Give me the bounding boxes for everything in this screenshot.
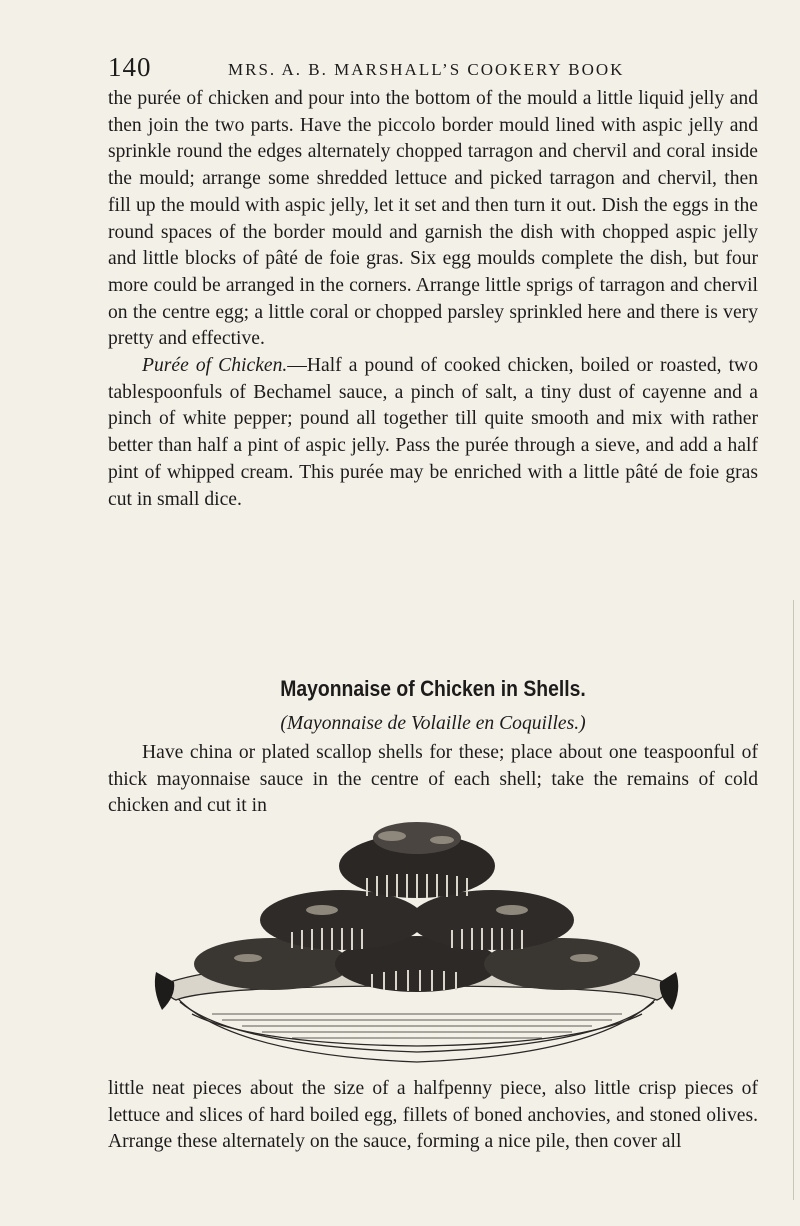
shell-row-bottom xyxy=(194,936,640,992)
left-handle xyxy=(155,972,174,1010)
puree-paragraph xyxy=(108,353,758,513)
puree-title: Purée of Chicken. xyxy=(142,355,288,377)
recipe-paragraph-1-block xyxy=(108,740,758,820)
running-title: MRS. A. B. MARSHALL’S COOKERY BOOK xyxy=(228,60,625,79)
recipe-paragraph-2: little neat pieces about the size of a halfpenny piece, also little crisp pieces of lettuce and slices of hard boiled egg, fillets of boned anchovies, and stoned olives. Arrange these alternately on the sauce, forming a nice pile, then cover all xyxy=(108,1078,758,1153)
recipe-subtitle: (Mayonnaise de Volaille en Coquilles.) xyxy=(280,713,586,734)
recipe-heading: Mayonnaise of Chicken in Shells. xyxy=(280,676,586,701)
continuation-paragraph-block xyxy=(108,86,758,513)
page-number: 140 xyxy=(108,52,152,82)
running-head xyxy=(108,52,768,86)
puree-text: —Half a pound of cooked chicken, boiled or roasted, two tablespoonfuls of Bechamel sauce, a pinch of salt, a tiny dust of cayenne and a pinch of white pepper; pound all together till quite smooth and mix with rather better than half a pint of aspic jelly. Pass the purée through a sieve, and add a half pint of whipped cream. This purée may be enriched with a little pâté de foie gras cut in small dice. xyxy=(108,355,758,510)
rim-hatching xyxy=(212,1014,622,1038)
page-edge-shadow xyxy=(793,600,794,1200)
continuation-paragraph: the purée of chicken and pour into the bottom of the mould a little liquid jelly and then join the two parts. Have the piccolo border mould lined with aspic jelly and sprinkle round the edges alternately chopped tarragon and chervil and coral inside the mould; arrange some shredded lettuce and picked tarragon and chervil, then fill up the mould with aspic jelly, let it set and then turn it out. Dish the eggs in the round spaces of the border mould and garnish the dish with chopped aspic jelly and little blocks of pâté de foie gras. Six egg moulds complete the dish, but four more could be arranged in the corners. Arrange little sprigs of tarragon and chervil on the centre egg; a little coral or chopped parsley sprinkled here and there is very pretty and effective. xyxy=(108,88,758,350)
recipe-paragraph-1: Have china or plated scallop shells for these; place about one teaspoonful of thick mayonnaise sauce in the centre of each shell; take the remains of cold chicken and cut it in xyxy=(108,742,758,817)
right-handle xyxy=(660,972,679,1010)
recipe-paragraph-2-block xyxy=(108,1076,758,1156)
engraved-dish-of-shells-illustration xyxy=(152,814,682,1076)
